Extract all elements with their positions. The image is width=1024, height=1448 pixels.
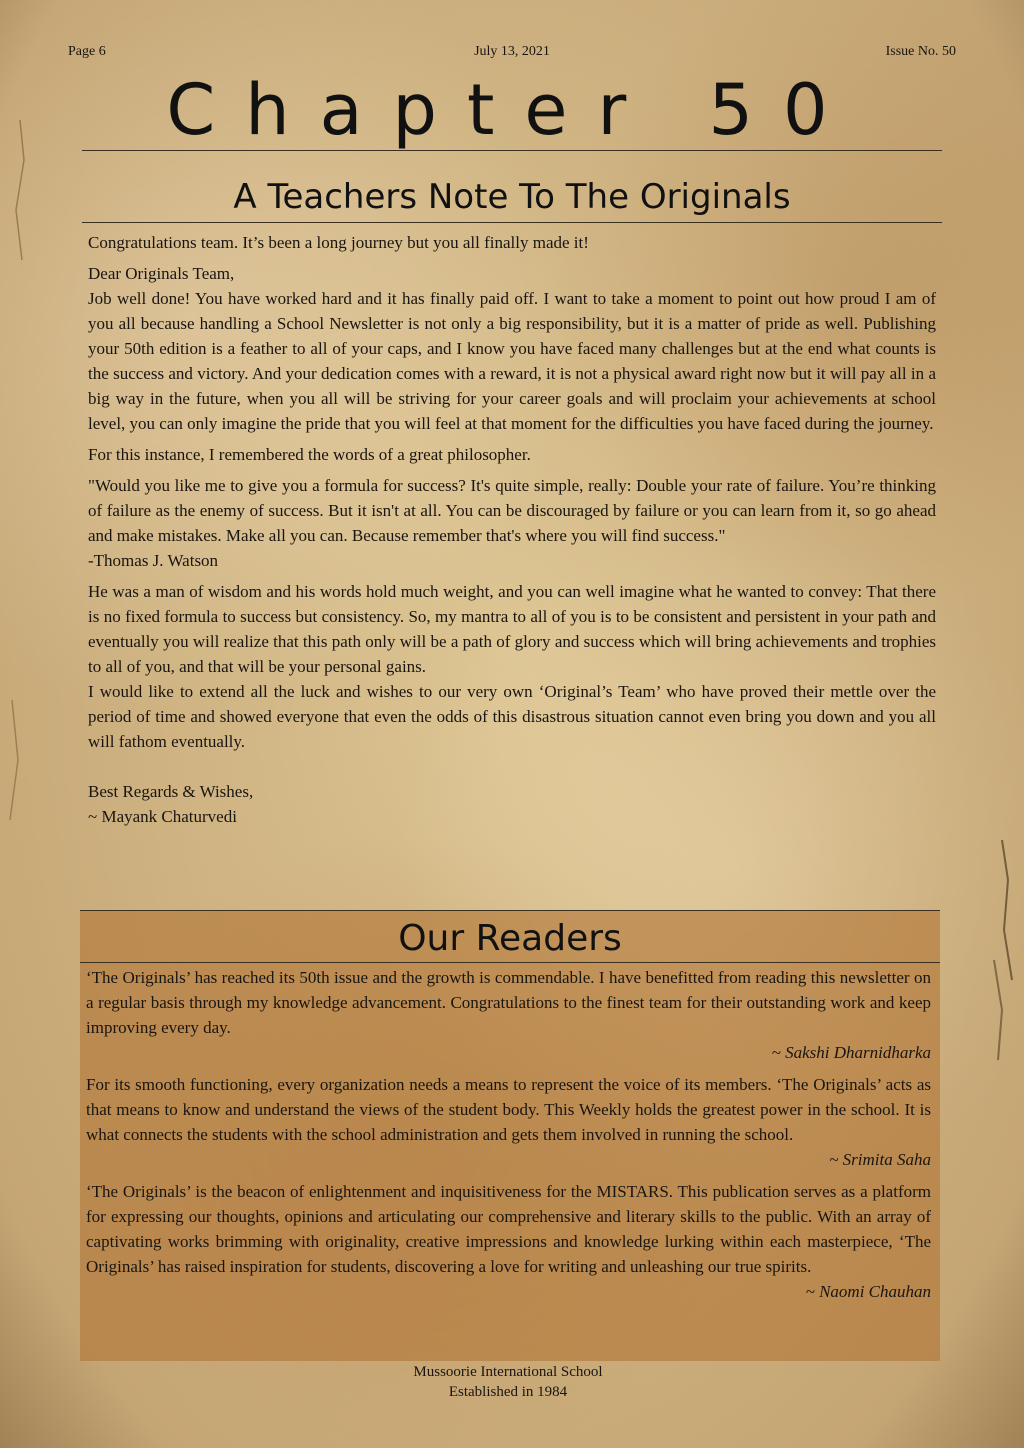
readers-section-title: Our Readers	[80, 912, 940, 963]
article-title: A Teachers Note To The Originals	[82, 172, 942, 223]
issue-number: Issue No. 50	[885, 44, 956, 59]
reader-review	[86, 1179, 931, 1304]
letter-salutation: Dear Originals Team,	[88, 264, 235, 283]
paper-edge-texture	[2, 0, 42, 1448]
school-name: Mussoorie International School	[413, 1364, 603, 1380]
page-number: Page 6	[68, 44, 106, 59]
reader-review	[86, 1072, 931, 1172]
quote-author: -Thomas J. Watson	[88, 551, 219, 570]
reader-review	[86, 965, 931, 1065]
paper-edge-texture-right	[982, 0, 1022, 1448]
letter-paragraph: For this instance, I remembered the words of a great philosopher.	[88, 445, 531, 464]
article-intro: Congratulations team. It’s been a long journey but you all finally made it!	[88, 233, 589, 252]
review-author: ~ Naomi Chauhan	[805, 1282, 931, 1301]
page-footer	[0, 1362, 1016, 1402]
letter-signature: ~ Mayank Chaturvedi	[88, 807, 237, 826]
teacher-letter	[88, 230, 936, 829]
letter-paragraph: Job well done! You have worked hard and it has finally paid off. I want to take a moment to point out how proud I am of you all because handling a School Newsletter is not only a big responsibility, but it is a matter of pride as well. Publishing your 50th edition is a feather to all of your caps, and I know you have faced many challenges but at the end what counts is the success and victory. And your dedication comes with a reward, it is not a physical award right now but it will pay all in a big way in the future, when you all will be striving for your career goals and will proclaim your achievements at school level, you can only imagine the pride that you will feel at that moment for the difficulties you have faced during the journey.	[88, 289, 936, 433]
review-text: ‘The Originals’ has reached its 50th issue and the growth is commendable. I have benefitted from reading this newsletter on a regular basis through my knowledge advancement. Congratulations to the finest team for their outstanding work and keep improving every day.	[86, 968, 931, 1037]
philosopher-quote: "Would you like me to give you a formula for success? It's quite simple, really: Double your rate of failure. You’re thinking of failure as the enemy of success. But it isn't at all. You can be discouraged by failure or you can learn from it, so go ahead and make mistakes. Make all you can. Because remember that's where you will find success."	[88, 476, 936, 545]
review-author: ~ Srimita Saha	[829, 1150, 931, 1169]
review-author: ~ Sakshi Dharnidharka	[771, 1043, 931, 1062]
letter-signoff: Best Regards & Wishes,	[88, 782, 254, 801]
letter-paragraph: He was a man of wisdom and his words hold much weight, and you can well imagine what he wanted to convey: That there is no fixed formula to success but consistency. So, my mantra to all of you is to be consistent and persistent in your path and eventually you will realize that this path only will be a path of glory and success which will bring achievements and trophies to all of you, and that will be your personal gains.	[88, 582, 936, 676]
reader-reviews	[86, 965, 931, 1311]
review-text: ‘The Originals’ is the beacon of enlightenment and inquisitiveness for the MISTARS. This publication serves as a platform for expressing our thoughts, opinions and articulating our comprehensive and literary skills to the public. With an array of captivating works brimming with originality, creative impressions and knowledge lurking within each masterpiece, ‘The Originals’ has raised inspiration for students, discovering a love for writing and unleashing our true spirits.	[86, 1182, 931, 1276]
chapter-title: Chapter 50	[82, 70, 942, 151]
letter-paragraph: I would like to extend all the luck and wishes to our very own ‘Original’s Team’ who have proved their mettle over the period of time and showed everyone that even the odds of this disastrous situation cannot even bring you down and you all will fathom eventually.	[88, 682, 936, 751]
review-text: For its smooth functioning, every organization needs a means to represent the voice of its members. ‘The Originals’ acts as that means to know and understand the views of the student body. This Weekly holds the greatest power in the school. It is what connects the students with the school administration and gets them involved in running the school.	[86, 1075, 931, 1144]
established-year: Established in 1984	[448, 1384, 568, 1400]
issue-date: July 13, 2021	[474, 44, 550, 59]
